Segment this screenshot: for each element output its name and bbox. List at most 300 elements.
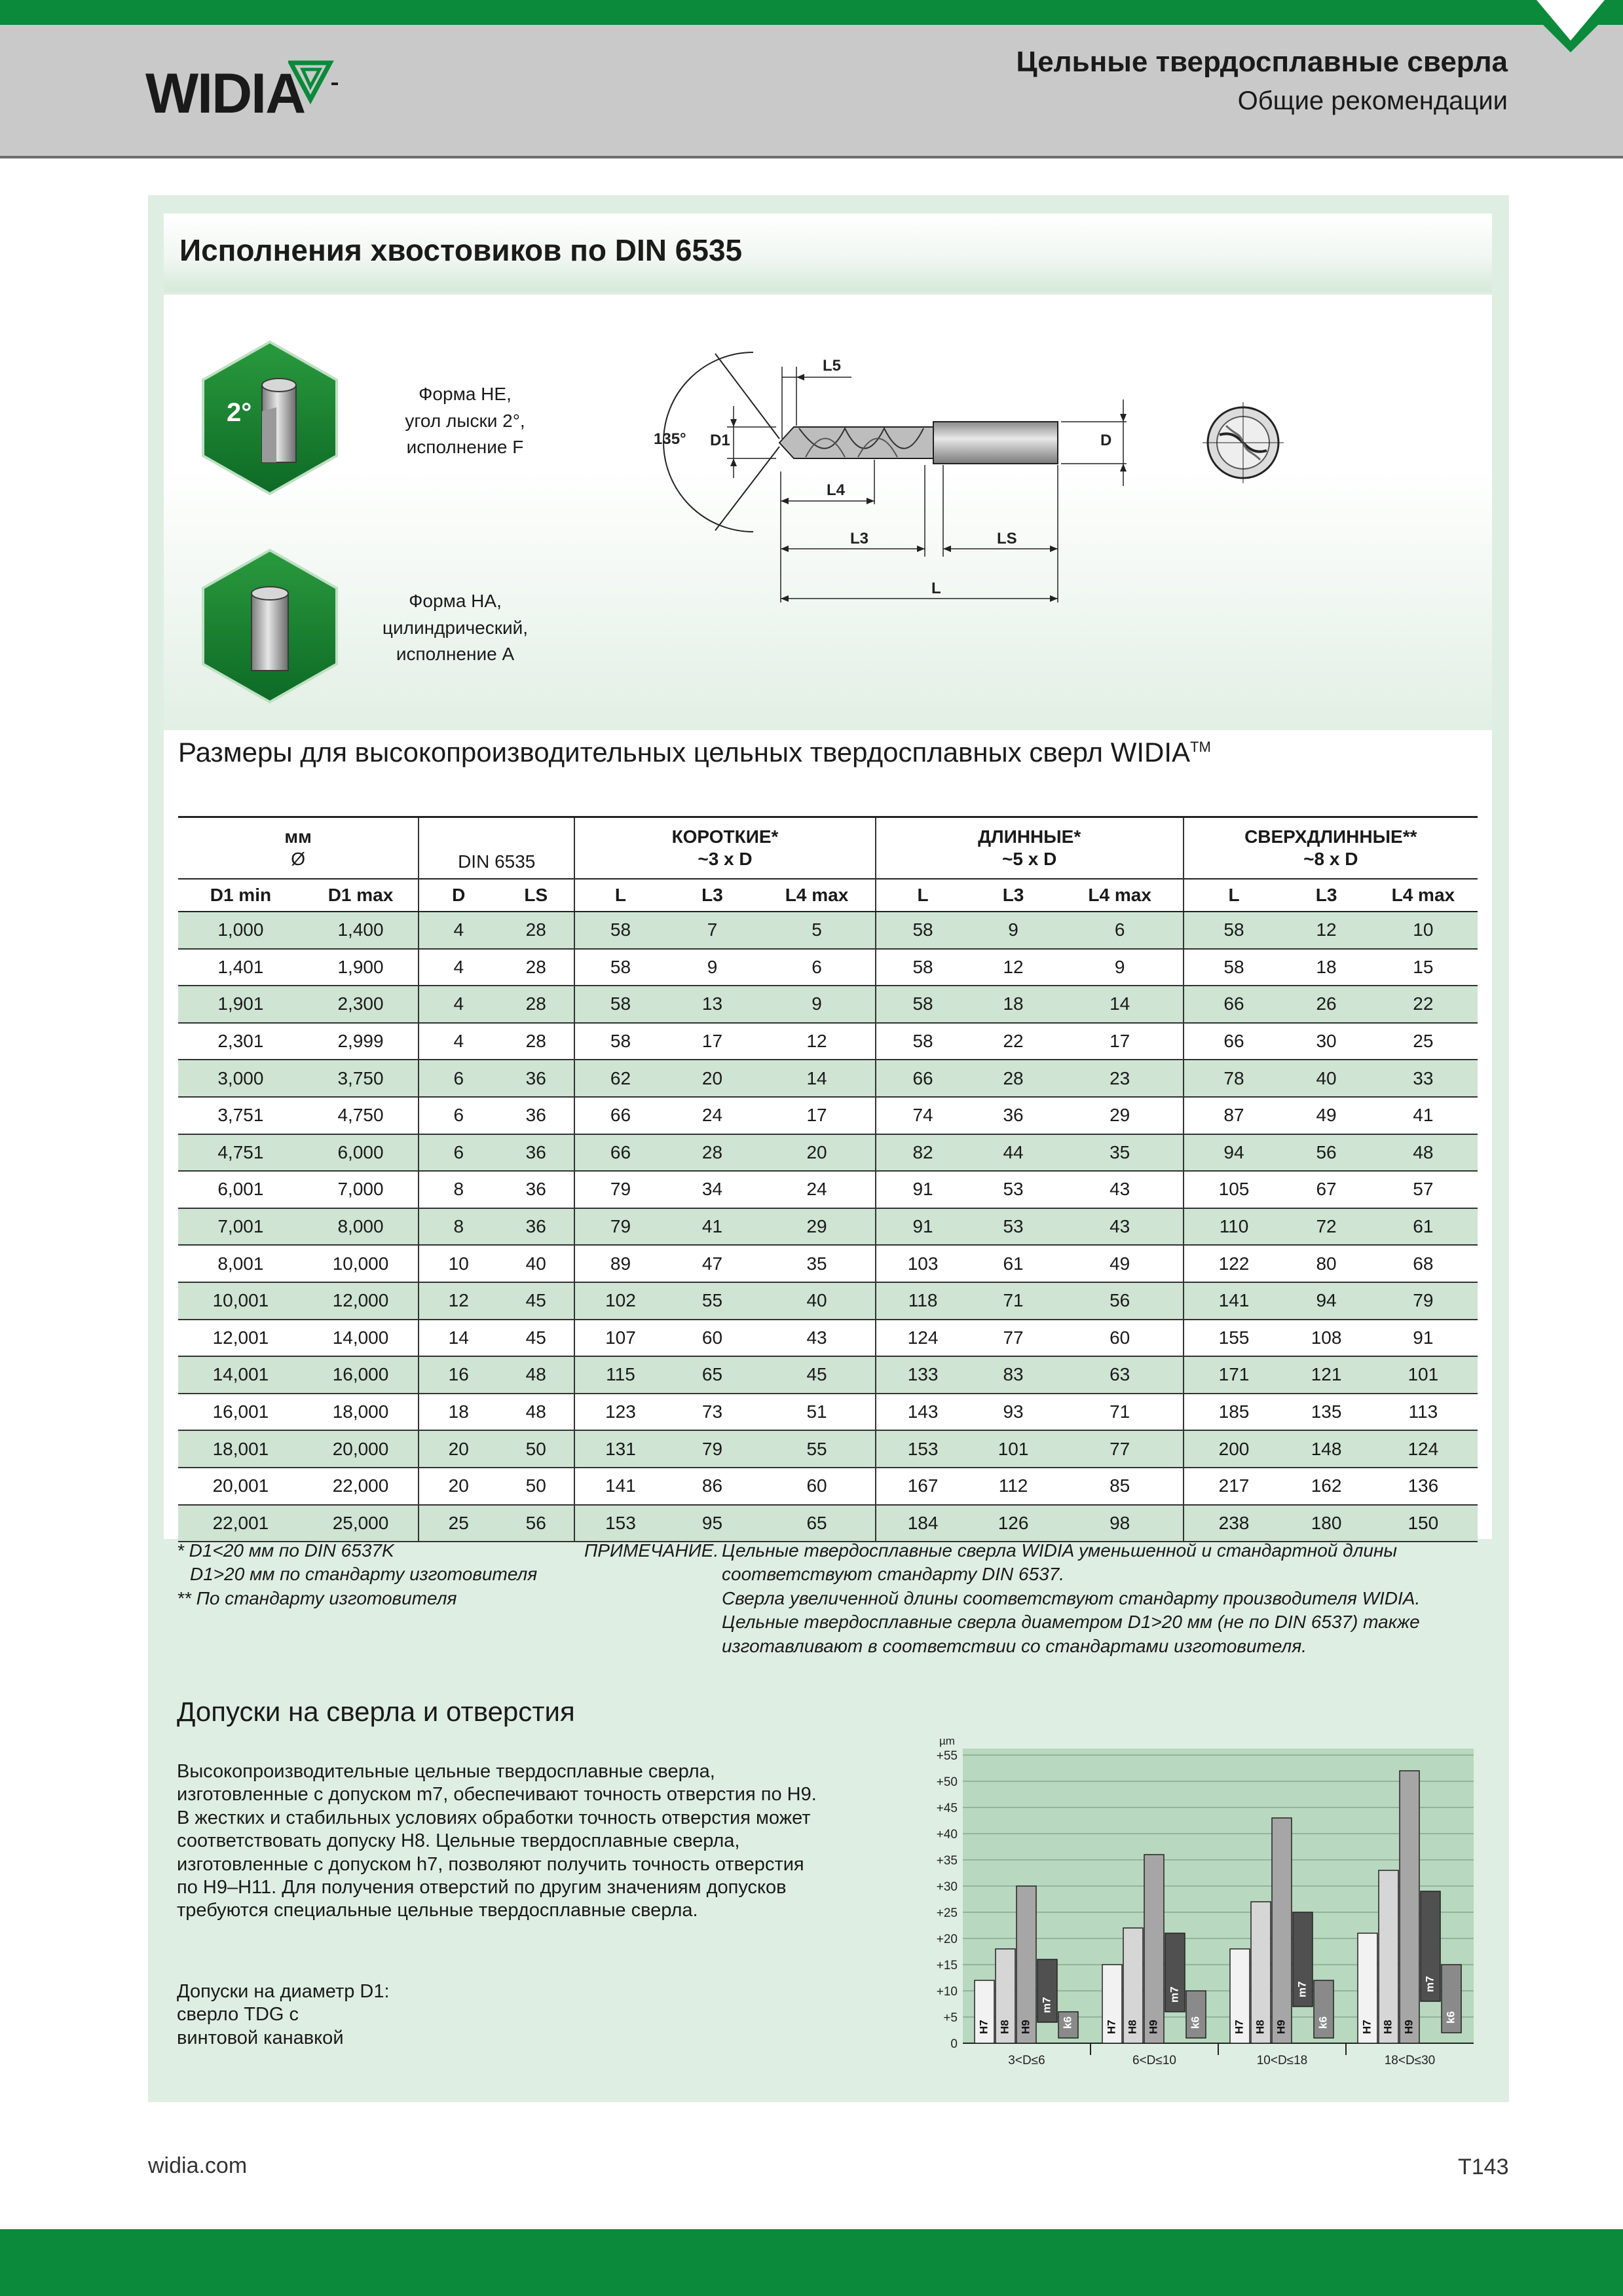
header-din: [419, 817, 574, 880]
table-cell: 184: [876, 1505, 970, 1542]
drill-drawing: [642, 341, 1140, 616]
table-row: [178, 949, 1478, 986]
table-cell: 85: [1057, 1468, 1184, 1505]
table-cell: 1,901: [178, 986, 303, 1023]
form-he-badge: 2°: [227, 398, 252, 427]
drawing-d-label: D: [1100, 432, 1112, 449]
table-cell: 95: [666, 1505, 759, 1542]
table-cell: 71: [1057, 1394, 1184, 1431]
tolerance-d1-label: [177, 1980, 504, 2050]
table-cell: 80: [1284, 1245, 1368, 1282]
chart-bar-label: k6: [1189, 2016, 1202, 2029]
table-cell: 55: [666, 1282, 759, 1320]
form-ha-caption: [350, 588, 560, 668]
table-cell: 36: [498, 1208, 574, 1246]
header-mm-label: мм: [284, 826, 312, 847]
table-cell: 6: [758, 949, 875, 986]
dimensions-title: [178, 737, 1211, 768]
table-cell: 23: [1057, 1060, 1184, 1097]
table-cell: 185: [1184, 1394, 1284, 1431]
table-cell: 61: [969, 1245, 1056, 1282]
table-cell: 58: [1184, 949, 1284, 986]
note-line: изготавливают в соответствии со стандартами изготовителя.: [722, 1635, 1307, 1656]
table-cell: 83: [969, 1356, 1056, 1394]
table-cell: 48: [1369, 1134, 1478, 1172]
chart-category-label: 10<D≤18: [1256, 2054, 1308, 2067]
table-cell: 18,001: [178, 1430, 303, 1468]
table-cell: 49: [1284, 1097, 1368, 1134]
table-cell: 6: [1057, 912, 1184, 949]
table-cell: 8: [419, 1171, 498, 1208]
drawing-l4-label: L4: [827, 481, 846, 499]
table-cell: 2,300: [303, 986, 419, 1023]
table-cell: 66: [574, 1097, 666, 1134]
table-cell: 48: [498, 1394, 574, 1431]
table-cell: 153: [876, 1430, 970, 1468]
chart-category-label: 18<D≤30: [1384, 2054, 1436, 2067]
table-cell: 73: [666, 1394, 759, 1431]
chart-category-label: 3<D≤6: [1008, 2054, 1045, 2067]
table-cell: 12,000: [303, 1282, 419, 1320]
table-cell: 35: [758, 1245, 875, 1282]
table-cell: 122: [1184, 1245, 1284, 1282]
table-cell: 68: [1369, 1245, 1478, 1282]
table-cell: 20,000: [303, 1430, 419, 1468]
table-row: [178, 1505, 1478, 1542]
drawing-d1-label: D1: [710, 432, 730, 449]
table-cell: 63: [1057, 1356, 1184, 1394]
table-cell: 82: [876, 1134, 970, 1172]
column-header: L: [574, 879, 666, 912]
table-cell: 6: [419, 1060, 498, 1097]
chart-bar-label: H8: [1126, 2020, 1139, 2034]
table-cell: 10,000: [303, 1245, 419, 1282]
table-row: [178, 1468, 1478, 1505]
table-cell: 56: [498, 1505, 574, 1542]
table-cell: 66: [1184, 1023, 1284, 1060]
column-header: L4 max: [1057, 879, 1184, 912]
table-cell: 6,000: [303, 1134, 419, 1172]
table-cell: 7,001: [178, 1208, 303, 1246]
table-cell: 25: [419, 1505, 498, 1542]
page-number: T143: [1458, 2155, 1509, 2179]
table-cell: 167: [876, 1468, 970, 1505]
table-cell: 87: [1184, 1097, 1284, 1134]
table-row: [178, 1430, 1478, 1468]
table-cell: 36: [498, 1134, 574, 1172]
table-cell: 12: [1284, 912, 1368, 949]
chart-y-tick-label: +35: [936, 1854, 958, 1868]
table-cell: 9: [1057, 949, 1184, 986]
table-cell: 91: [876, 1171, 970, 1208]
header-mm: [178, 817, 419, 880]
table-cell: 20: [758, 1134, 875, 1172]
header-short: [574, 817, 876, 880]
table-cell: 36: [498, 1060, 574, 1097]
header-short-sub: ~3 x D: [698, 849, 753, 869]
chart-bar-label: k6: [1061, 2016, 1074, 2029]
table-row: [178, 1394, 1478, 1431]
table-cell: 35: [1057, 1134, 1184, 1172]
table-cell: 101: [969, 1430, 1056, 1468]
table-row: [178, 1060, 1478, 1097]
table-cell: 53: [969, 1208, 1056, 1246]
chart-bar-label: k6: [1316, 2016, 1330, 2029]
table-row: [178, 1097, 1478, 1134]
chart-y-tick-label: +15: [936, 1959, 958, 1972]
table-cell: 58: [876, 949, 970, 986]
table-cell: 17: [758, 1097, 875, 1134]
table-cell: 7: [666, 912, 759, 949]
header-short-label: КОРОТКИЕ*: [671, 826, 779, 847]
table-cell: 115: [574, 1356, 666, 1394]
table-cell: 56: [1057, 1282, 1184, 1320]
drill-end-view-icon: [1200, 399, 1286, 486]
table-cell: 107: [574, 1320, 666, 1357]
table-cell: 33: [1369, 1060, 1478, 1097]
table-cell: 171: [1184, 1356, 1284, 1394]
header-extra: [1184, 817, 1478, 880]
table-cell: 101: [1369, 1356, 1478, 1394]
table-cell: 14: [1057, 986, 1184, 1023]
table-cell: 4: [419, 912, 498, 949]
widia-triangle-icon: [288, 60, 341, 106]
table-cell: 17: [666, 1023, 759, 1060]
table-cell: 200: [1184, 1430, 1284, 1468]
shank-section-title: Исполнения хвостовиков по DIN 6535: [179, 233, 743, 267]
table-cell: 4: [419, 949, 498, 986]
chart-bar-label: H7: [1360, 2020, 1373, 2034]
table-cell: 34: [666, 1171, 759, 1208]
tolerance-chart: [904, 1696, 1480, 2076]
column-header: L: [876, 879, 970, 912]
chart-y-tick-label: 0: [950, 2037, 958, 2051]
chart-bar-label: H9: [1275, 2020, 1288, 2034]
footer-url[interactable]: widia.com: [148, 2153, 248, 2178]
table-row: [178, 1356, 1478, 1394]
table-cell: 28: [969, 1060, 1056, 1097]
table-cell: 91: [1369, 1320, 1478, 1357]
table-cell: 180: [1284, 1505, 1368, 1542]
drawing-l3-label: L3: [850, 530, 869, 547]
table-cell: 55: [758, 1430, 875, 1468]
corner-triangle: [1518, 0, 1623, 52]
chart-y-tick-label: +5: [943, 2011, 958, 2025]
table-cell: 8,000: [303, 1208, 419, 1246]
chart-category-label: 6<D≤10: [1132, 2054, 1176, 2067]
header-din-label: DIN 6535: [458, 851, 536, 872]
table-cell: 6,001: [178, 1171, 303, 1208]
table-row: [178, 1282, 1478, 1320]
table-cell: 3,000: [178, 1060, 303, 1097]
table-cell: 3,751: [178, 1097, 303, 1134]
table-cell: 124: [1369, 1430, 1478, 1468]
table-cell: 43: [758, 1320, 875, 1357]
chart-bar-label: k6: [1444, 2011, 1457, 2024]
table-cell: 18: [419, 1394, 498, 1431]
table-cell: 48: [498, 1356, 574, 1394]
chart-bar-label: H7: [1233, 2020, 1246, 2034]
table-cell: 3,750: [303, 1060, 419, 1097]
table-cell: 49: [1057, 1245, 1184, 1282]
table-cell: 135: [1284, 1394, 1368, 1431]
widia-logo: WIDIA: [145, 62, 305, 125]
chart-bar-h9: [1400, 1771, 1419, 2043]
chart-y-tick-label: +10: [936, 1985, 958, 1999]
table-cell: 22: [969, 1023, 1056, 1060]
drawing-l5-label: L5: [823, 357, 842, 375]
table-cell: 22,001: [178, 1505, 303, 1542]
header-long-label: ДЛИННЫЕ*: [978, 826, 1081, 847]
table-cell: 79: [1369, 1282, 1478, 1320]
table-cell: 79: [574, 1208, 666, 1246]
drawing-ls-label: LS: [997, 530, 1017, 547]
table-cell: 4: [419, 1023, 498, 1060]
table-cell: 10,001: [178, 1282, 303, 1320]
table-cell: 79: [666, 1430, 759, 1468]
table-cell: 124: [876, 1320, 970, 1357]
table-cell: 133: [876, 1356, 970, 1394]
column-header: D1 min: [178, 879, 303, 912]
table-cell: 30: [1284, 1023, 1368, 1060]
table-cell: 7,000: [303, 1171, 419, 1208]
table-cell: 10: [1369, 912, 1478, 949]
table-cell: 47: [666, 1245, 759, 1282]
table-cell: 66: [1184, 986, 1284, 1023]
table-cell: 58: [574, 986, 666, 1023]
table-cell: 155: [1184, 1320, 1284, 1357]
table-cell: 24: [666, 1097, 759, 1134]
table-cell: 15: [1369, 949, 1478, 986]
header-long-sub: ~5 x D: [1002, 849, 1057, 869]
note-line: соответствуют стандарту DIN 6537.: [722, 1564, 1065, 1585]
table-cell: 51: [758, 1394, 875, 1431]
tolerance-title: Допуски на сверла и отверстия: [177, 1696, 575, 1727]
table-cell: 10: [419, 1245, 498, 1282]
chart-bar-label: H8: [1254, 2020, 1267, 2034]
table-cell: 2,301: [178, 1023, 303, 1060]
table-cell: 28: [498, 949, 574, 986]
chart-bar-h9: [1017, 1886, 1036, 2043]
table-cell: 123: [574, 1394, 666, 1431]
table-cell: 13: [666, 986, 759, 1023]
chart-y-tick-label: +30: [936, 1880, 958, 1894]
chart-y-tick-label: +40: [936, 1828, 958, 1842]
tolerance-body: Высокопроизводительные цельные твердосплавные сверла, изготовленные с допуском m7, обеспечивают точность отверстия по H9. В жестких и стабильных условиях обработки точность отверстия может соответствовать допуску H8. Цельные твердосплавные сверла, изготовленные с допуском h7, позволяют получить точность отверстия по H9–H11. Для получения отверстий по другим значениям допусков требуются специальные цельные твердосплавные сверла.: [177, 1761, 817, 1921]
chart-bar-label: H9: [1147, 2020, 1160, 2034]
chart-bar-label: m7: [1296, 1981, 1309, 1997]
column-header: L3: [666, 879, 759, 912]
table-cell: 113: [1369, 1394, 1478, 1431]
table-cell: 14: [419, 1320, 498, 1357]
table-row: [178, 1171, 1478, 1208]
chart-bar-h9: [1272, 1818, 1292, 2043]
dimensions-table: [178, 816, 1478, 1542]
table-cell: 126: [969, 1505, 1056, 1542]
trademark: TM: [1190, 739, 1211, 755]
table-cell: 28: [498, 912, 574, 949]
table-cell: 103: [876, 1245, 970, 1282]
table-cell: 16,001: [178, 1394, 303, 1431]
table-cell: 143: [876, 1394, 970, 1431]
header-extra-sub: ~8 x D: [1303, 849, 1358, 869]
page-subtitle: Общие рекомендации: [1237, 86, 1508, 115]
table-cell: 28: [498, 1023, 574, 1060]
table-cell: 18,000: [303, 1394, 419, 1431]
table-cell: 41: [1369, 1097, 1478, 1134]
table-cell: 94: [1284, 1282, 1368, 1320]
table-cell: 217: [1184, 1468, 1284, 1505]
caption-line: Форма HA,: [409, 591, 502, 611]
table-cell: 1,400: [303, 912, 419, 949]
column-header-row: [178, 879, 1478, 912]
table-cell: 4,750: [303, 1097, 419, 1134]
chart-bar-label: m7: [1168, 1986, 1181, 2003]
table-cell: 18: [1284, 949, 1368, 986]
table-cell: 102: [574, 1282, 666, 1320]
table-cell: 36: [498, 1097, 574, 1134]
table-cell: 86: [666, 1468, 759, 1505]
table-cell: 43: [1057, 1171, 1184, 1208]
table-cell: 25,000: [303, 1505, 419, 1542]
table-cell: 1,900: [303, 949, 419, 986]
table-cell: 60: [758, 1468, 875, 1505]
table-cell: 1,000: [178, 912, 303, 949]
table-cell: 58: [876, 986, 970, 1023]
chart-bar-label: H9: [1402, 2020, 1415, 2034]
header-extra-label: СВЕРХДЛИННЫЕ**: [1244, 826, 1417, 847]
table-row: [178, 912, 1478, 949]
table-cell: 8,001: [178, 1245, 303, 1282]
caption-line: исполнение A: [396, 644, 515, 665]
table-cell: 20: [419, 1430, 498, 1468]
table-cell: 9: [969, 912, 1056, 949]
column-header: L3: [969, 879, 1056, 912]
table-cell: 131: [574, 1430, 666, 1468]
dimensions-body: [178, 912, 1478, 1542]
table-cell: 18: [969, 986, 1056, 1023]
table-cell: 60: [666, 1320, 759, 1357]
chart-bar-label: H7: [977, 2020, 990, 2034]
column-header: D: [419, 879, 498, 912]
table-cell: 58: [876, 1023, 970, 1060]
table-cell: 40: [1284, 1060, 1368, 1097]
table-row: [178, 1208, 1478, 1246]
chart-bar-label: H8: [1381, 2020, 1394, 2034]
table-cell: 61: [1369, 1208, 1478, 1246]
table-cell: 110: [1184, 1208, 1284, 1246]
table-cell: 50: [498, 1430, 574, 1468]
table-cell: 24: [758, 1171, 875, 1208]
chart-y-tick-label: +25: [936, 1906, 958, 1920]
table-cell: 66: [574, 1134, 666, 1172]
table-cell: 4,751: [178, 1134, 303, 1172]
table-cell: 94: [1184, 1134, 1284, 1172]
table-cell: 41: [666, 1208, 759, 1246]
d1-label-line: сверло TDG с: [177, 2004, 299, 2026]
table-cell: 108: [1284, 1320, 1368, 1357]
table-cell: 1,401: [178, 949, 303, 986]
table-row: [178, 1245, 1478, 1282]
table-cell: 22: [1369, 986, 1478, 1023]
table-cell: 66: [876, 1060, 970, 1097]
chart-y-tick-label: +55: [936, 1749, 958, 1763]
footnote-line: D1>20 мм по стандарту изготовителя: [190, 1564, 538, 1585]
table-cell: 5: [758, 912, 875, 949]
table-cell: 56: [1284, 1134, 1368, 1172]
table-cell: 78: [1184, 1060, 1284, 1097]
column-header: D1 max: [303, 879, 419, 912]
note-label: ПРИМЕЧАНИЕ.: [584, 1540, 719, 1561]
table-row: [178, 1023, 1478, 1060]
drawing-l-label: L: [931, 580, 941, 597]
table-cell: 6: [419, 1134, 498, 1172]
page-title: Цельные твердосплавные сверла: [1016, 46, 1508, 78]
dimensions-title-text: Размеры для высокопроизводительных цельных твердосплавных сверл WIDIA: [178, 737, 1191, 768]
chart-bar-label: m7: [1040, 1997, 1053, 2013]
table-cell: 141: [1184, 1282, 1284, 1320]
form-ha-hexagon-icon: [198, 547, 342, 705]
table-cell: 45: [498, 1282, 574, 1320]
table-cell: 98: [1057, 1505, 1184, 1542]
d1-label-line: Допуски на диаметр D1:: [177, 1981, 390, 2002]
footnotes: [177, 1539, 596, 1610]
table-cell: 150: [1369, 1505, 1478, 1542]
chart-bar-label: H7: [1105, 2020, 1118, 2034]
column-header: L: [1184, 879, 1284, 912]
chart-y-tick-label: +45: [936, 1802, 958, 1815]
table-cell: 118: [876, 1282, 970, 1320]
chart-y-tick-label: +20: [936, 1933, 958, 1946]
table-cell: 12: [419, 1282, 498, 1320]
table-cell: 65: [758, 1505, 875, 1542]
column-header: L4 max: [758, 879, 875, 912]
caption-line: цилиндрический,: [382, 617, 529, 638]
chart-bar-label: m7: [1423, 1976, 1436, 1992]
table-cell: 71: [969, 1282, 1056, 1320]
table-cell: 8: [419, 1208, 498, 1246]
column-header: LS: [498, 879, 574, 912]
table-row: [178, 986, 1478, 1023]
table-cell: 79: [574, 1171, 666, 1208]
table-cell: 77: [969, 1320, 1056, 1357]
table-cell: 53: [969, 1171, 1056, 1208]
table-cell: 141: [574, 1468, 666, 1505]
table-cell: 74: [876, 1097, 970, 1134]
table-cell: 28: [666, 1134, 759, 1172]
table-cell: 14,001: [178, 1356, 303, 1394]
table-cell: 58: [574, 912, 666, 949]
table-cell: 17: [1057, 1023, 1184, 1060]
chart-bar-label: H8: [998, 2020, 1011, 2034]
table-cell: 40: [498, 1245, 574, 1282]
table-cell: 121: [1284, 1356, 1368, 1394]
table-cell: 91: [876, 1208, 970, 1246]
table-cell: 89: [574, 1245, 666, 1282]
table-row: [178, 1320, 1478, 1357]
chart-bar-h9: [1144, 1855, 1164, 2043]
header-long: [876, 817, 1184, 880]
table-cell: 136: [1369, 1468, 1478, 1505]
table-cell: 16: [419, 1356, 498, 1394]
caption-line: угол лыски 2°,: [405, 410, 525, 431]
chart-bar-k6: [1186, 1991, 1206, 2038]
table-cell: 12: [969, 949, 1056, 986]
footnote-line: * D1<20 мм по DIN 6537K: [177, 1540, 394, 1561]
table-cell: 50: [498, 1468, 574, 1505]
table-cell: 58: [876, 912, 970, 949]
table-cell: 14: [758, 1060, 875, 1097]
